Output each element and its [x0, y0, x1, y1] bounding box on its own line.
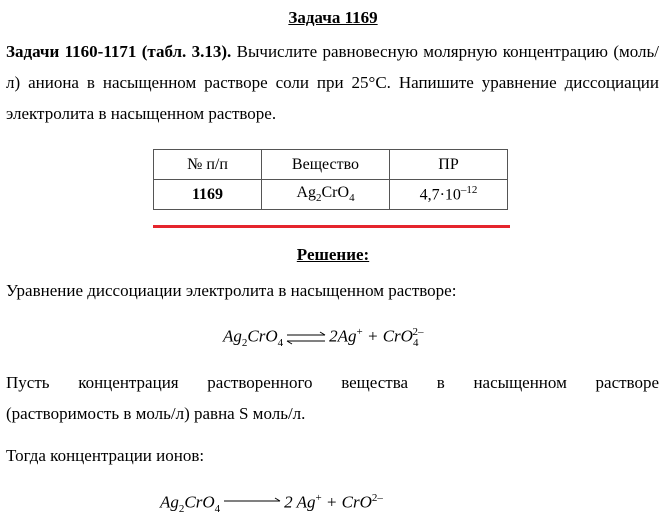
table-row: [154, 180, 508, 210]
problem-title: Задача 1169: [288, 8, 378, 27]
problem-ref: Задачи 1160-1171 (табл. 3.13).: [6, 42, 232, 61]
ion-equation: $Ag_2CrO_4$ 2 Ag+ + CrO$^{2-}$: [160, 492, 383, 515]
col-header-pr: ПР: [390, 150, 508, 180]
assumption-text: Пусть концентрация растворенного вещества в насыщенном растворе (растворимость в моль/л) равна S моль/л.: [6, 373, 659, 423]
cell-pr: $4,7\cdot 10^{-12}$: [390, 180, 508, 210]
dissociation-text: Уравнение диссоциации электролита в насыщенном растворе:: [6, 281, 457, 300]
ion-concentration-text: Тогда концентрации ионов:: [6, 446, 205, 465]
solution-title: Решение:: [296, 245, 370, 264]
data-table: [153, 149, 508, 210]
col-header-number: № п/п: [154, 150, 262, 180]
col-header-substance: Вещество: [262, 150, 390, 180]
problem-statement: [6, 36, 659, 129]
cell-substance: $Ag_2CrO_4$: [262, 180, 390, 210]
red-underline: [153, 225, 510, 228]
cell-number: 1169: [154, 180, 262, 210]
dissociation-equation: $Ag_2CrO_4$ 2Ag+ + CrO$_4^{2-}$: [223, 326, 424, 350]
problem-text: Вычислите равновесную молярную концентрацию (моль/л) аниона в насыщенном растворе соли при 25°С. Напишите уравнение диссоциации электролита в насыщенном растворе.: [6, 42, 659, 123]
equilibrium-arrows-icon: [285, 331, 327, 345]
equilibrium-arrows-icon: [222, 497, 282, 511]
table-header-row: [154, 150, 508, 180]
